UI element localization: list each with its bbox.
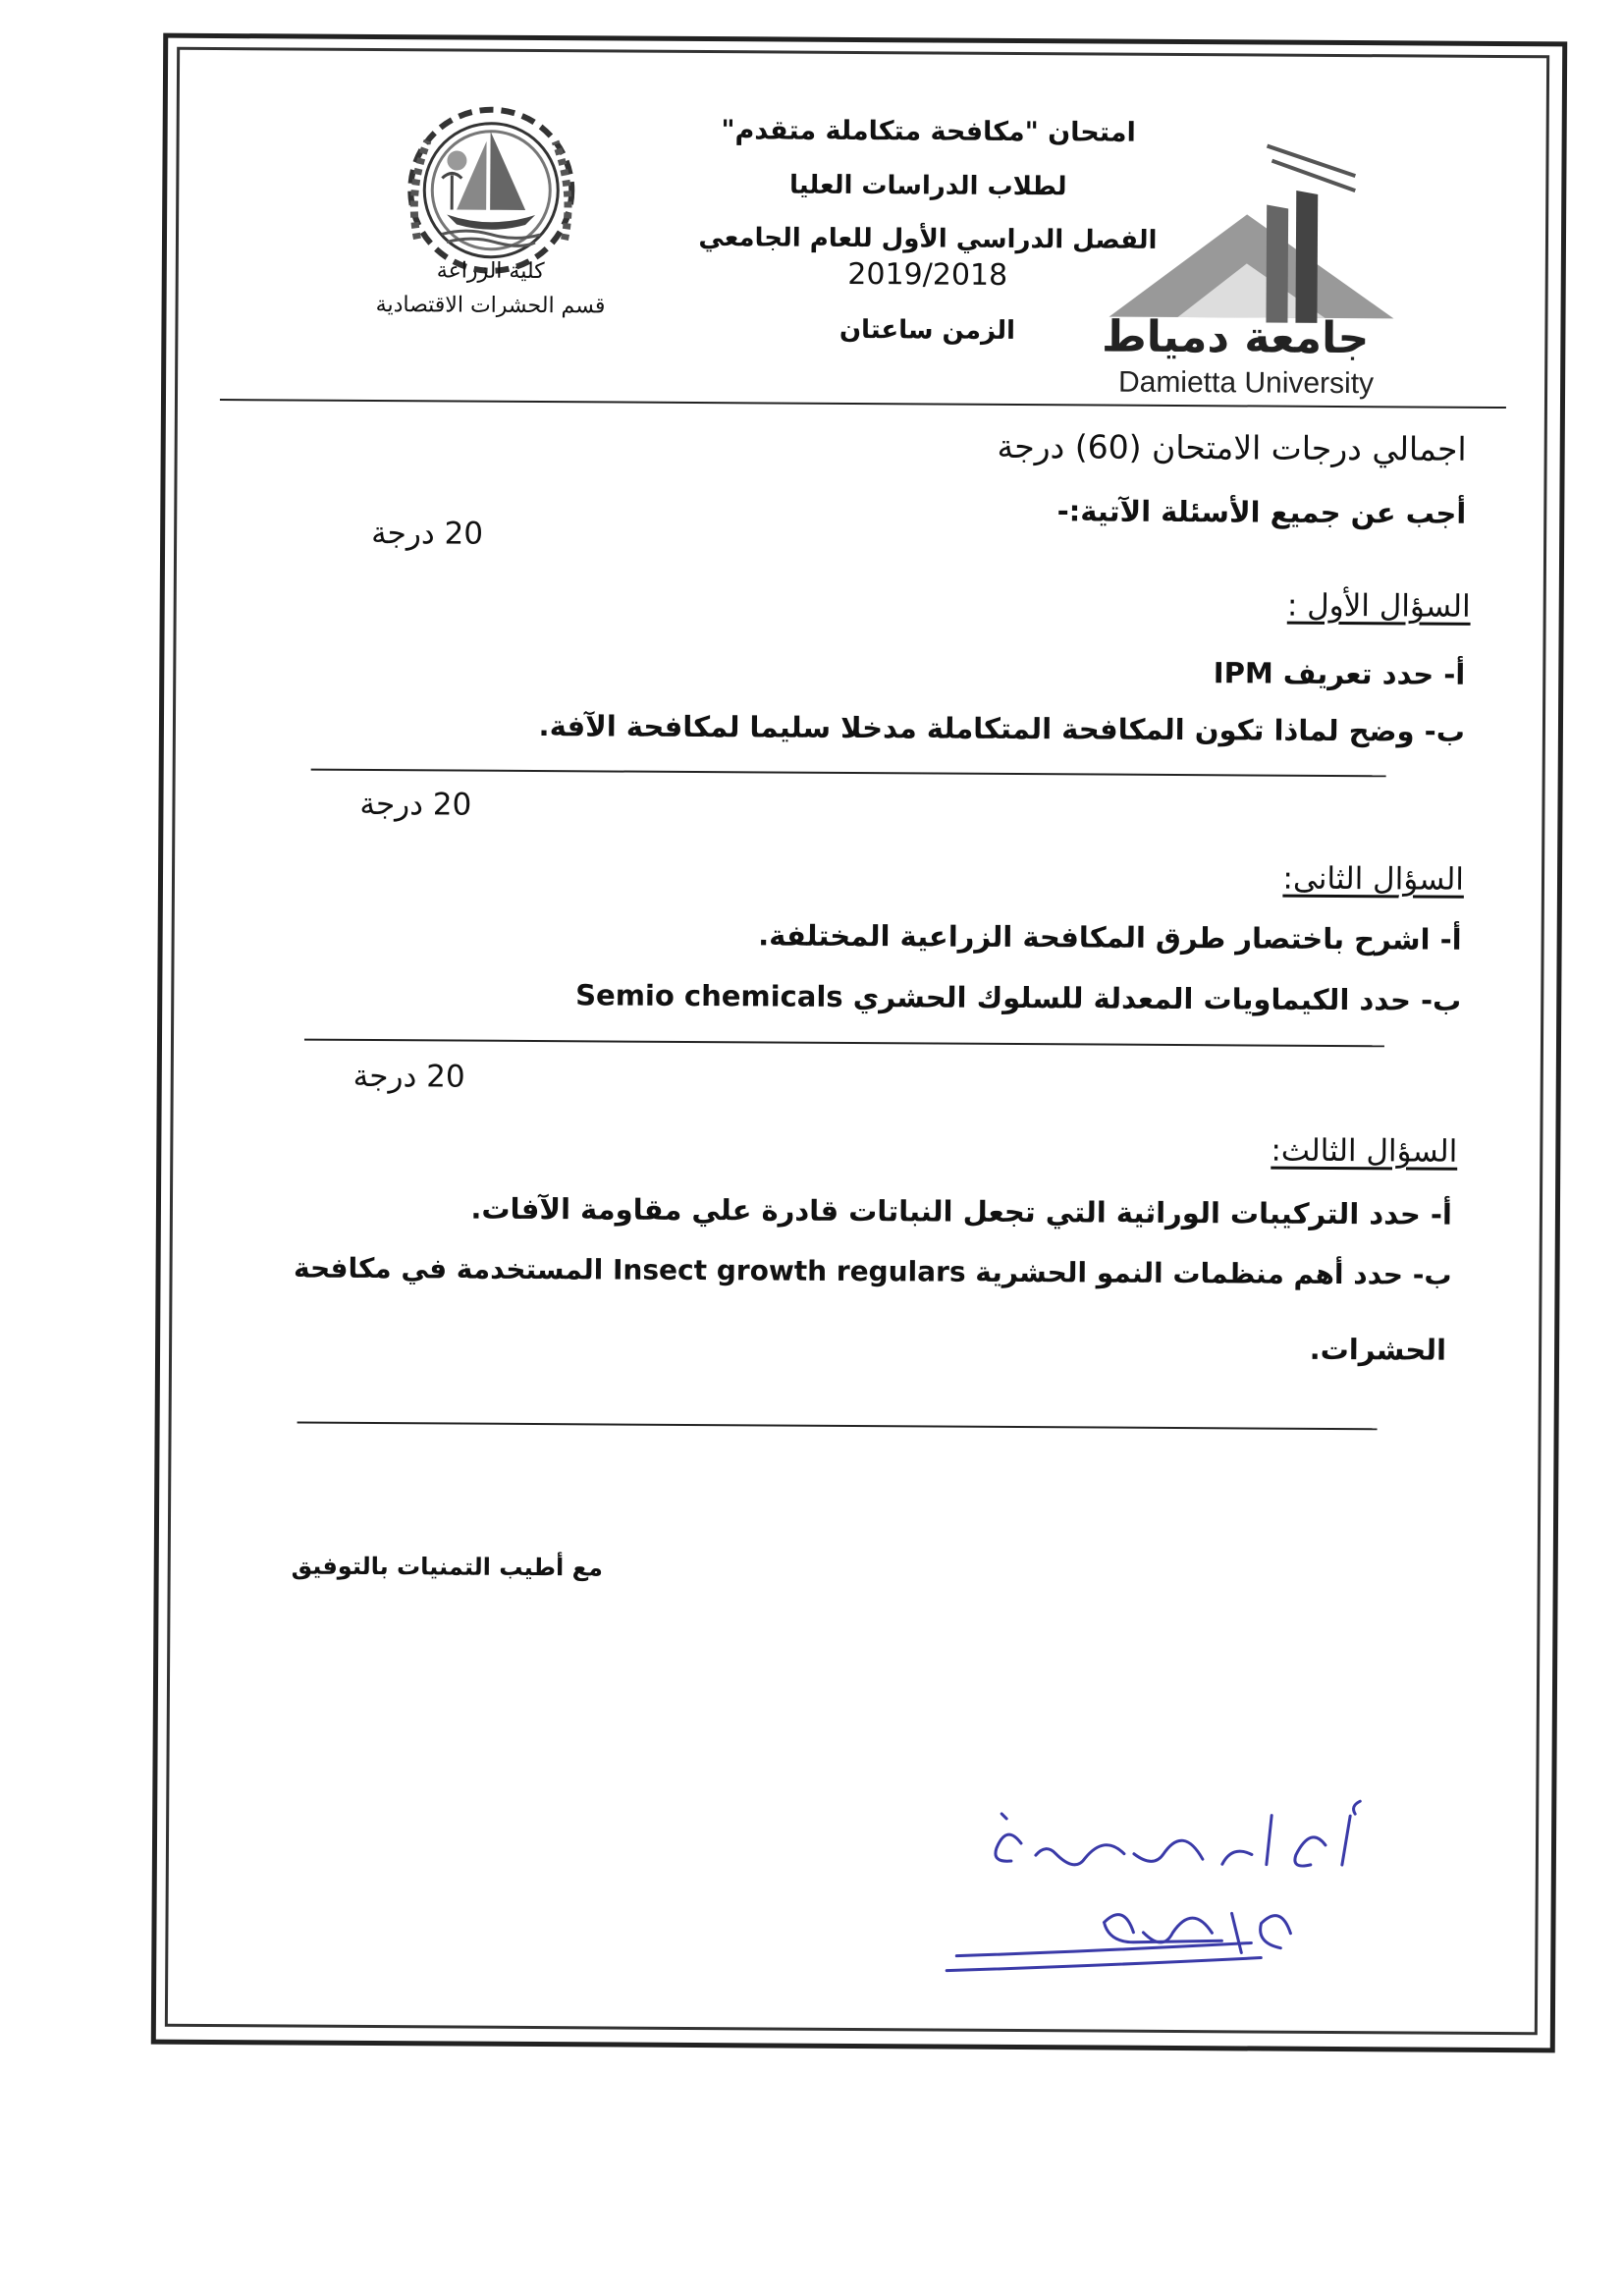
exam-instruction: أجب عن جميع الأسئلة الآتية:- (1056, 494, 1467, 530)
exam-students: لطلاب الدراسات العليا (788, 170, 1067, 202)
q2-item-b: ب- حدد الكيماويات المعدلة للسلوك الحشري Semio chemicals (575, 978, 1462, 1017)
university-logo-icon (1099, 116, 1394, 324)
q3-item-b-cont: الحشرات. (1309, 1332, 1447, 1367)
q1-grade: 20 درجة (371, 515, 484, 552)
q3-item-a: أ- حدد التركيبات الوراثية التي تجعل النباتات قادرة علي مقاومة الآفات. (470, 1191, 1453, 1231)
exam-year: 2019/2018 (847, 256, 1008, 293)
q3-grade: 20 درجة (352, 1058, 465, 1095)
q3-divider (298, 1422, 1378, 1431)
exam-page (171, 51, 1538, 2023)
q1-title: السؤال الأول : (1286, 587, 1471, 625)
signature-caption (1055, 1873, 1061, 1874)
exam-duration: الزمن ساعتان (839, 314, 1016, 346)
signature-name (1055, 1883, 1057, 1884)
q1-item-b: ب- وضح لماذا تكون المكافحة المتكاملة مدخلا سليما لمكافحة الآفة. (538, 709, 1466, 748)
exam-title: امتحان "مكافحة متكاملة متقدم" (721, 115, 1136, 148)
q2-grade: 20 درجة (359, 786, 472, 823)
total-marks: اجمالي درجات الامتحان (60) درجة (997, 426, 1467, 468)
handwritten-signature-icon (937, 1784, 1370, 2003)
q2-title: السؤال الثانى: (1282, 860, 1465, 898)
q2-divider (304, 1039, 1384, 1048)
exam-semester: الفصل الدراسي الأول للعام الجامعي (698, 223, 1158, 255)
q2-item-a: أ- اشرح باختصار طرق المكافحة الزراعية المختلفة. (758, 918, 1462, 957)
department-name: قسم الحشرات الاقتصادية (375, 293, 606, 319)
faculty-name: كلية الزراعة (436, 258, 545, 285)
q1-divider (311, 769, 1386, 778)
university-name-en: Damietta University (1117, 365, 1375, 401)
q1-item-a: أ- حدد تعريف IPM (1213, 656, 1466, 691)
university-name-ar: جامعة دمياط (1101, 311, 1370, 364)
q3-item-b: ب- حدد أهم منظمات النمو الحشرية Insect growth regulars المستخدمة في مكافحة (293, 1251, 1452, 1291)
closing-wish: مع أطيب التمنيات بالتوفيق (291, 1552, 604, 1582)
q3-title: السؤال الثالث: (1271, 1132, 1458, 1170)
